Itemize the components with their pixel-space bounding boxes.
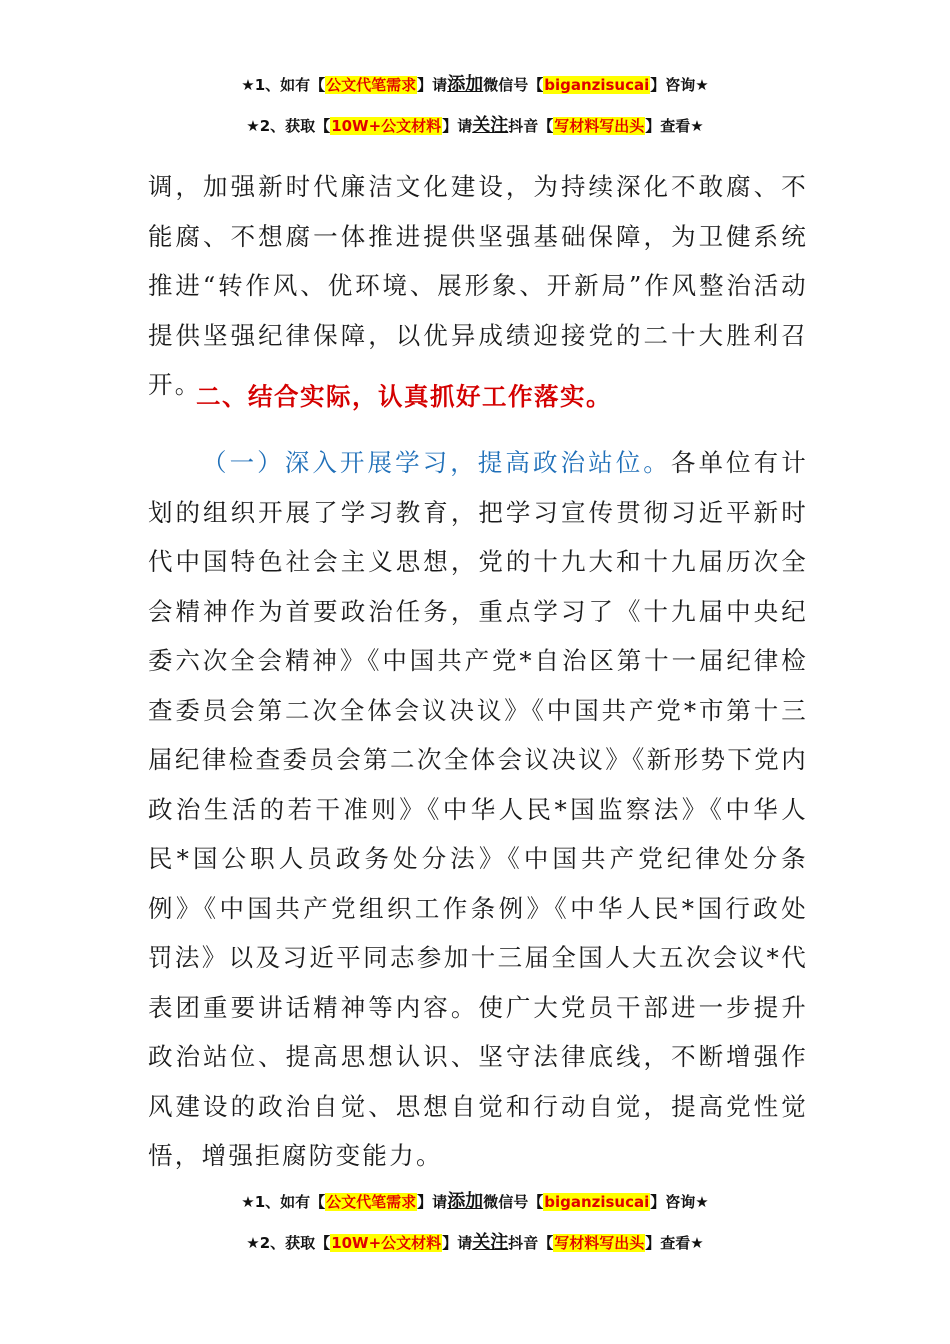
- promo-banner-line-1: [0, 70, 950, 96]
- banner-highlight: biganzisucai: [544, 76, 650, 94]
- banner-text: 】请: [417, 1193, 448, 1211]
- banner-text: ★2、获取【: [246, 1234, 331, 1252]
- section-heading: 二、结合实际，认真抓好工作落实。: [196, 382, 612, 411]
- banner-highlight: biganzisucai: [544, 1193, 650, 1211]
- banner-text: ★2、获取【: [246, 117, 331, 135]
- banner-highlight: 写材料写出头: [554, 117, 645, 135]
- banner-text: 抖音【: [508, 117, 554, 135]
- body-text: 各单位有计划的组织开展了学习教育，把学习宣传贯彻习近平新时代中国特色社会主义思想，党的十九大和十九届历次全会精神作为首要政治任务，重点学习了《十九届中央纪委六次全会精神》《中国共产党*自治区第十一届纪律检查委员会第二次全体会议决议》《中国共产党*市第十三届纪律检查委员会第二次全体会议决议》《新形势下党内政治生活的若干准则》《中华人民*国监察法》《中华人民*国公职人员政务处分法》《中国共产党纪律处分条例》《中国共产党组织工作条例》《中华人民*国行政处罚法》以及习近平同志参加十三届全国人大五次会议*代表团重要讲话精神等内容。使广大党员干部进一步提升政治站位、提高思想认识、坚守法律底线，不断增强作风建设的政治自觉、思想自觉和行动自觉，提高党性觉悟，增强拒腐防变能力。: [148, 448, 808, 1170]
- banner-emphasis: 关注: [472, 115, 509, 136]
- banner-highlight: 10W+公文材料: [331, 117, 442, 135]
- banner-text: 】查看★: [645, 117, 704, 135]
- subsection-heading: （一）深入开展学习，提高政治站位。: [202, 448, 671, 477]
- banner-text: 】请: [442, 117, 473, 135]
- promo-banner-line-1: [0, 1187, 950, 1213]
- body-paragraph: [148, 438, 808, 1181]
- banner-text: 】咨询★: [650, 1193, 709, 1211]
- banner-text: 】请: [417, 76, 448, 94]
- banner-emphasis: 关注: [472, 1232, 509, 1253]
- banner-text: ★1、如有【: [241, 76, 326, 94]
- banner-highlight: 写材料写出头: [554, 1234, 645, 1252]
- body-paragraph: 调，加强新时代廉洁文化建设，为持续深化不敢腐、不能腐、不想腐一体推进提供坚强基础保障，为卫健系统推进“转作风、优环境、展形象、开新局”作风整治活动提供坚强纪律保障，以优异成绩迎接党的二十大胜利召开。: [148, 172, 808, 399]
- banner-highlight: 10W+公文材料: [331, 1234, 442, 1252]
- banner-emphasis: 添加: [447, 1191, 484, 1212]
- banner-highlight: 公文代笔需求: [326, 1193, 417, 1211]
- banner-text: 抖音【: [508, 1234, 554, 1252]
- banner-text: ★1、如有【: [241, 1193, 326, 1211]
- promo-banner-line-2: [0, 111, 950, 137]
- banner-highlight: 公文代笔需求: [326, 76, 417, 94]
- promo-banner-line-2: [0, 1228, 950, 1254]
- banner-text: 】请: [442, 1234, 473, 1252]
- banner-text: 微信号【: [483, 1193, 544, 1211]
- banner-text: 】咨询★: [650, 76, 709, 94]
- banner-text: 微信号【: [483, 76, 544, 94]
- banner-emphasis: 添加: [447, 74, 484, 95]
- banner-text: 】查看★: [645, 1234, 704, 1252]
